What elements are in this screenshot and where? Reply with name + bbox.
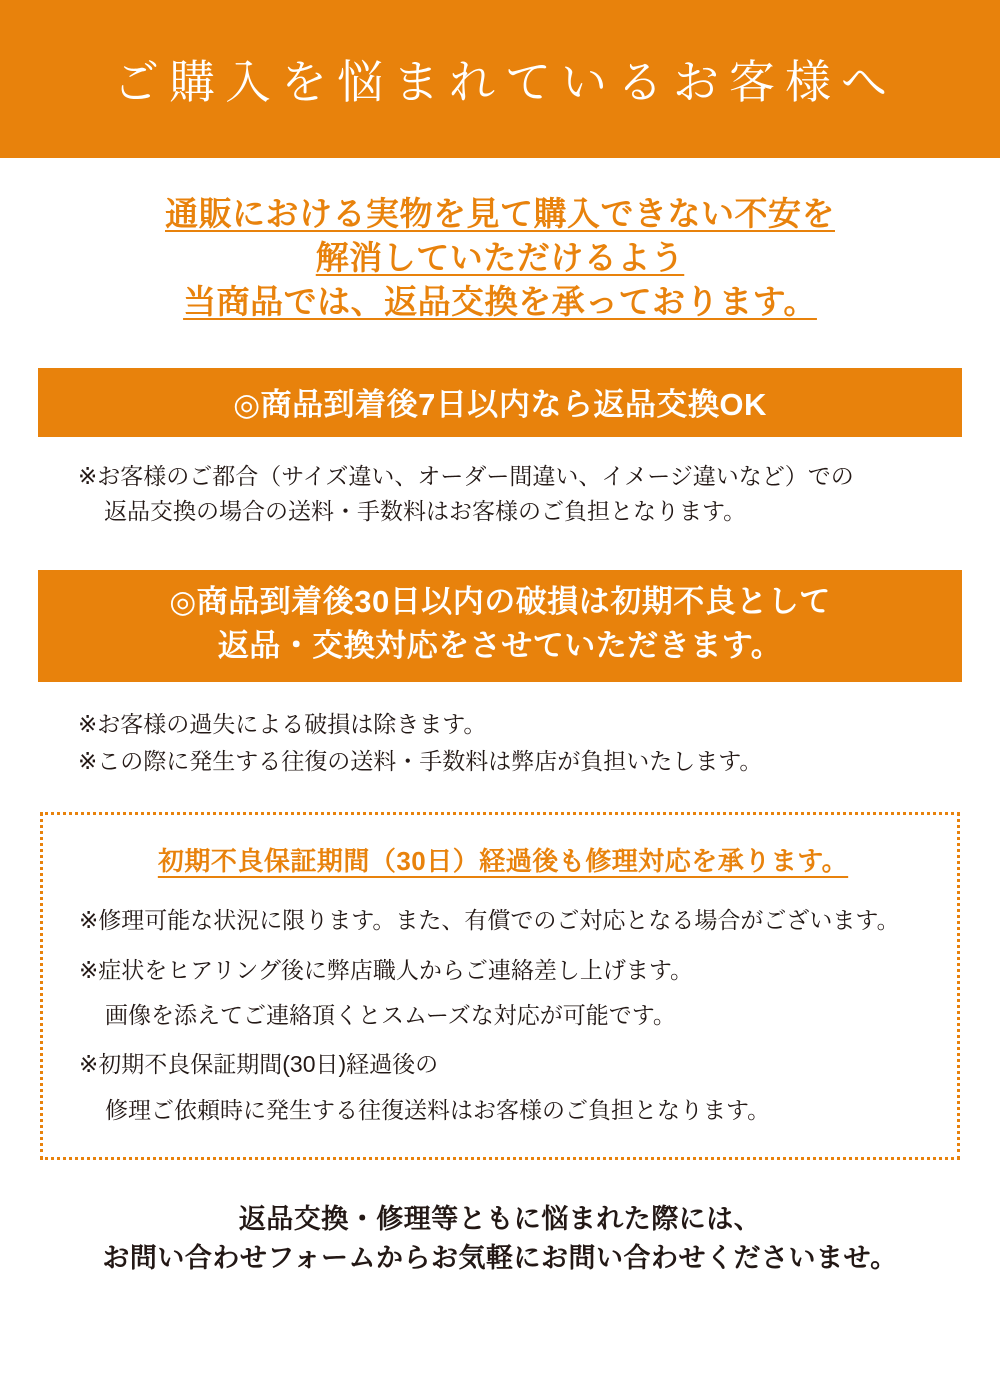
lead-paragraph bbox=[0, 192, 1000, 324]
repair-policy-line-5: 修理ご依頼時に発生する往復送料はお客様のご負担となります。 bbox=[105, 1096, 771, 1123]
policy-bar-7days: ◎商品到着後7日以内なら返品交換OK bbox=[38, 368, 962, 437]
repair-policy-title: 初期不良保証期間（30日）経過後も修理対応を承ります。 bbox=[157, 846, 849, 877]
policy-note-7days-line-2: 返品交換の場合の送料・手数料はお客様のご負担となります。 bbox=[104, 498, 747, 525]
policy-note-30days-line-1: ※お客様の過失による破損は除きます。 bbox=[78, 710, 487, 737]
policy-note-30days-line-2: ※この際に発生する往復の送料・手数料は弊店が負担いたします。 bbox=[78, 748, 763, 775]
repair-policy-line-3: 画像を添えてご連絡頂くとスムーズな対応が可能です。 bbox=[105, 1002, 676, 1029]
lead-line-2: 解消していただけるよう bbox=[315, 238, 685, 276]
policy-note-30days bbox=[78, 706, 940, 781]
repair-policy-line-4 bbox=[79, 1048, 927, 1127]
policy-note-7days-line-1: ※お客様のご都合（サイズ違い、オーダー間違い、イメージ違いなど）での bbox=[78, 462, 854, 489]
policy-bar-30days-line-2: 返品・交換対応をさせていただきます。 bbox=[217, 627, 783, 663]
repair-policy-line-2-main: ※症状をヒアリング後に弊店職人からご連絡差し上げます。 bbox=[79, 956, 694, 983]
repair-policy-line-2 bbox=[79, 954, 927, 1033]
header-banner bbox=[0, 0, 1000, 158]
policy-bar-30days-line-1: ◎商品到着後30日以内の破損は初期不良として bbox=[169, 583, 831, 619]
repair-policy-box bbox=[40, 812, 960, 1160]
policy-note-7days bbox=[78, 459, 940, 530]
lead-line-3: 当商品では、返品交換を承っております。 bbox=[183, 282, 817, 320]
footer-line-2: お問い合わせフォームからお気軽にお問い合わせくださいませ。 bbox=[102, 1243, 898, 1274]
lead-line-1: 通販における実物を見て購入できない不安を bbox=[165, 195, 835, 232]
repair-policy-line-4-main: ※初期不良保証期間(30日)経過後の bbox=[79, 1051, 439, 1078]
policy-bar-30days bbox=[38, 570, 962, 682]
repair-policy-line-1: ※修理可能な状況に限ります。また、有償でのご対応となる場合がございます。 bbox=[79, 907, 900, 934]
footer-line-1: 返品交換・修理等ともに悩まれた際には、 bbox=[238, 1204, 762, 1235]
footer-message bbox=[0, 1200, 1000, 1278]
page-title: ご購入を悩まれているお客様へ bbox=[113, 55, 897, 109]
